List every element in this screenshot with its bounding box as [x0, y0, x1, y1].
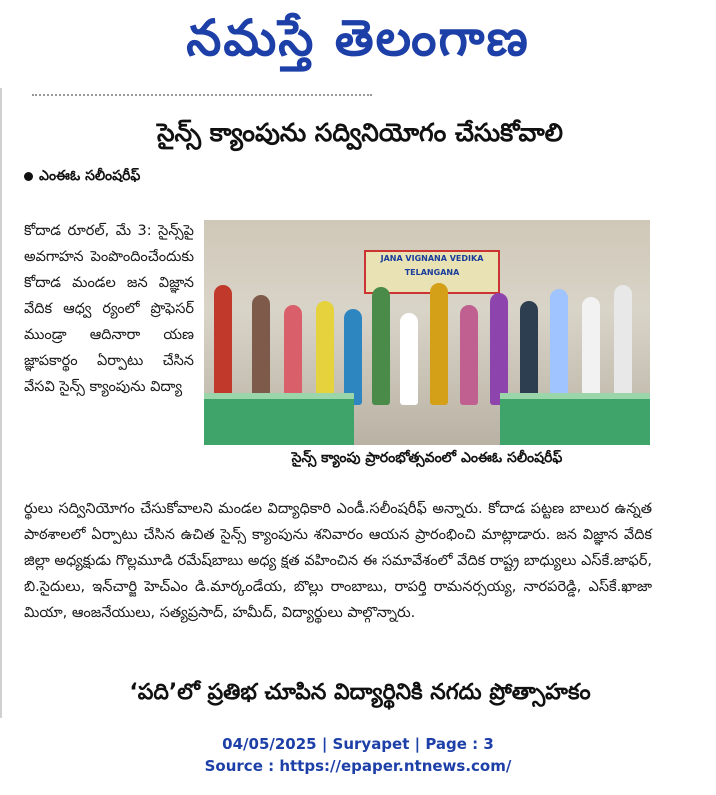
person [400, 313, 418, 405]
footer-source-line[interactable]: Source : https://epaper.ntnews.com/ [204, 757, 512, 775]
byline-text: ఎంఈఓ సలీంషరీఫ్ [39, 168, 141, 184]
footer [0, 733, 716, 777]
photo-caption: సైన్స్ క్యాంపు ప్రారంభోత్సవంలో ఎంఈఓ సలీంషరీఫ్ [291, 450, 563, 466]
person [490, 293, 508, 405]
footer-date-line: 04/05/2025 | Suryapet | Page : 3 [222, 735, 494, 753]
masthead [0, 0, 716, 80]
article-column-text: కోదాడ రూరల్, మే 3: సైన్స్‌పై అవగాహన పెంపొందించేందుకు కోదాడ మండల జన విజ్ఞాన వేదిక ఆధ్వ ర్యంలో ప్రొఫెసర్ ముండ్రా ఆదినారా యణ జ్ఞాపకార్థం ఏర్పాటు చేసిన వేసవి సైన్స్ క్యాంపును విద్యా [24, 223, 194, 395]
photo-banner-text: JANA VIGNANA VEDIKA TELANGANA [380, 254, 484, 277]
person [214, 285, 232, 405]
person [372, 287, 390, 405]
person [344, 309, 362, 405]
person [284, 305, 302, 405]
cut-line [32, 94, 372, 102]
person [550, 289, 568, 405]
person [316, 301, 334, 405]
article-body-text: ర్థులు సద్వినియోగం చేసుకోవాలని మండల విద్యాధికారి ఎండీ.సలీంషరీఫ్ అన్నారు. కోదాడ పట్టణ బాలుర ఉన్నత పాఠశాలలో ఏర్పాటు చేసిన ఉచిత సైన్స్ క్యాంపును శనివారం ఆయన ప్రారంభించి మాట్లాడారు. జన విజ్ఞాన వేదిక జిల్లా అధ్యక్షుడు గొల్లమూడి రమేష్‌బాబు అధ్య క్షత వహించిన ఈ సమావేశంలో వేదిక రాష్ట్ర బాధ్యులు ఎస్‌కే.జాఫర్, బి.సైదులు, ఇన్‌చార్జి హెచ్ఎం డి.మార్కండేయ, బొల్లు రాంబాబు, రాపర్తి రామనర్సయ్య, నారపరెడ్డి, ఎస్‌కే.ఖాజా మియా, ఆంజనేయులు, సత్యప్రసాద్, హమీద్, విద్యార్థులు పాల్గొన్నారు. [24, 501, 652, 621]
person [520, 301, 538, 405]
article-headline: సైన్స్ క్యాంపును సద్వినియోగం చేసుకోవాలి [156, 118, 564, 147]
desk [204, 393, 354, 445]
news-clipping [0, 88, 716, 718]
person [614, 285, 632, 405]
byline [24, 168, 140, 187]
article-photo [204, 220, 650, 445]
bullet-icon [24, 172, 33, 181]
person [582, 297, 600, 405]
person [430, 283, 448, 405]
person [460, 305, 478, 405]
desk [500, 393, 650, 445]
person [252, 295, 270, 405]
newspaper-logo: నమస్తే తెలంగాణ [186, 9, 530, 67]
next-article-headline: ‘పది’లో ప్రతిభ చూపిన విద్యార్థినికి నగదు ప్రోత్సాహకం [129, 680, 591, 705]
